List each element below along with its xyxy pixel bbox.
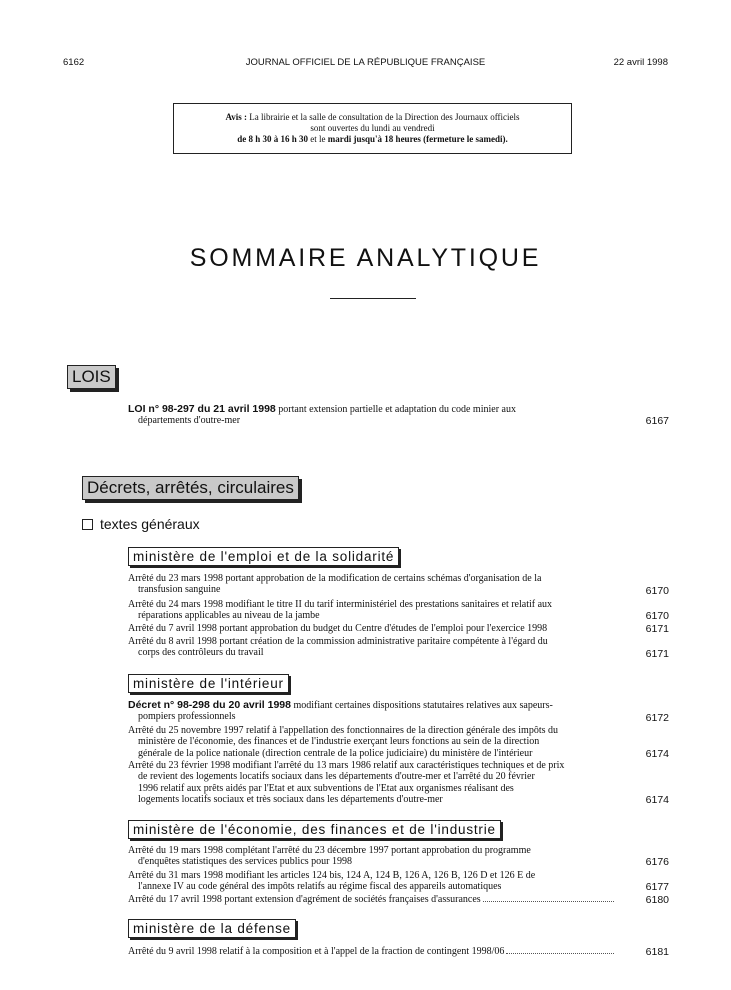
entry-line: corps des contrôleurs du travail [138, 647, 264, 659]
entry[interactable] [128, 700, 616, 723]
entry-page: 6171 [645, 648, 669, 660]
entry[interactable] [128, 725, 616, 759]
entry-line: Arrêté du 9 avril 1998 relatif à la composition et à l'appel de la fraction de contingent 1998/06 [128, 946, 505, 957]
issue-date: 22 avril 1998 [613, 57, 668, 68]
entry-line: Arrêté du 7 avril 1998 portant approbation du budget du Centre d'études de l'emploi pour l'exercice 1998 [128, 623, 548, 634]
entry[interactable] [128, 894, 616, 905]
notice-hours: de 8 h 30 à 16 h 30 [237, 134, 309, 145]
entry-line: Arrêté du 24 mars 1998 modifiant le titre II du tarif interministériel des prestations sanitaires et relatif aux [128, 599, 553, 610]
entry[interactable] [128, 845, 616, 868]
ministry-heading-interieur: ministère de l'intérieur [128, 674, 289, 693]
entry[interactable] [128, 573, 616, 596]
entry-line: logements locatifs sociaux et très sociaux dans les départements d'outre-mer [138, 794, 443, 806]
journal-title: JOURNAL OFFICIEL DE LA RÉPUBLIQUE FRANÇAISE [245, 57, 486, 68]
entry-page: 6181 [645, 946, 669, 958]
entry-page: 6170 [645, 610, 669, 622]
notice-label: Avis : [225, 112, 248, 122]
entry-line: Arrêté du 17 avril 1998 portant extension d'agrément de sociétés françaises d'assurances [128, 894, 481, 905]
entry-page: 6174 [645, 748, 669, 760]
entry-page: 6172 [645, 712, 669, 724]
entry-line: l'annexe IV au code général des impôts relatifs au régime fiscal des appareils automatiques [138, 881, 502, 893]
entry[interactable] [128, 870, 616, 893]
entry-page: 6171 [645, 623, 669, 635]
lois-entry-title: LOI n° 98-297 du 21 avril 1998 [128, 403, 276, 415]
entry-page: 6174 [645, 794, 669, 806]
entry-line: ministère de l'économie, des finances et de l'industrie exerçant leurs fonctions au sein de la direction [138, 736, 540, 748]
entry-line: Arrêté du 23 février 1998 modifiant l'arrêté du 13 mars 1986 relatif aux caractéristiques techniques et de prix [128, 760, 565, 771]
title-divider [330, 298, 416, 299]
entry-line: générale de la police nationale (direction centrale de la police judiciaire) du ministère de l'intérieur [138, 747, 533, 759]
lois-entry-text: portant extension partielle et adaptation du code minier aux [278, 404, 516, 415]
notice-tuesday: mardi jusqu'à 18 heures (fermeture le samedi). [327, 134, 508, 145]
lois-entry-page: 6167 [645, 415, 669, 427]
entry-line: modifiant certaines dispositions statutaires relatives aux sapeurs- [293, 700, 553, 711]
section-heading-decrets: Décrets, arrêtés, circulaires [82, 476, 299, 500]
entry-page: 6176 [645, 856, 669, 868]
entry-page: 6180 [645, 894, 669, 906]
entry[interactable] [128, 636, 616, 659]
entry-line: pompiers professionnels [138, 711, 236, 723]
entry[interactable] [128, 760, 616, 806]
page-title: SOMMAIRE ANALYTIQUE [189, 244, 542, 272]
dot-leader [483, 900, 614, 902]
entry-line: Arrêté du 19 mars 1998 complétant l'arrêté du 23 décembre 1997 portant approbation du programme [128, 845, 531, 856]
section-textes-generaux [82, 516, 200, 532]
page-number: 6162 [63, 57, 85, 68]
entry-line: Arrêté du 23 mars 1998 portant approbation de la modification de certains schémas d'organisation de la [128, 573, 542, 584]
notice-line-1: La librairie et la salle de consultation de la Direction des Journaux officiels [249, 112, 520, 122]
entry[interactable] [128, 623, 616, 634]
opening-hours-notice [173, 103, 572, 154]
entry-title: Décret n° 98-298 du 20 avril 1998 [128, 699, 291, 711]
checkbox-icon [82, 519, 93, 530]
entry-line: Arrêté du 8 avril 1998 portant création de la commission administrative paritaire compétente à l'égard du [128, 636, 548, 647]
entry-line: de revient des logements locatifs sociaux dans les départements d'outre-mer et l'arrêté du 20 février [138, 771, 535, 783]
entry-line: transfusion sanguine [138, 584, 221, 596]
notice-line-2: sont ouvertes du lundi au vendredi [310, 123, 435, 134]
lois-entry-text-2: départements d'outre-mer [138, 415, 241, 427]
dot-leader [506, 952, 614, 954]
lois-entry[interactable] [128, 404, 616, 427]
section-textes-generaux-label: textes généraux [100, 516, 200, 532]
ministry-heading-defense: ministère de la défense [128, 919, 296, 938]
section-heading-lois: LOIS [67, 365, 116, 389]
entry-line: réparations applicables au niveau de la jambe [138, 610, 320, 622]
ministry-heading-emploi: ministère de l'emploi et de la solidarité [128, 547, 399, 566]
entry-page: 6170 [645, 585, 669, 597]
ministry-heading-economie: ministère de l'économie, des finances et de l'industrie [128, 820, 501, 839]
entry[interactable] [128, 946, 616, 957]
notice-line-3: et le [310, 134, 326, 145]
entry-page: 6177 [645, 881, 669, 893]
entry[interactable] [128, 599, 616, 622]
entry-line: 1996 relatif aux prêts aidés par l'Etat et aux subventions de l'Etat aux organismes réalisant des [138, 782, 514, 794]
entry-line: Arrêté du 31 mars 1998 modifiant les articles 124 bis, 124 A, 124 B, 126 A, 126 B, 126 D et 126 E de [128, 870, 536, 881]
entry-line: d'enquêtes statistiques des services publics pour 1998 [138, 856, 352, 868]
entry-line: Arrêté du 25 novembre 1997 relatif à l'appellation des fonctionnaires de la direction générale des impôts du [128, 725, 558, 736]
